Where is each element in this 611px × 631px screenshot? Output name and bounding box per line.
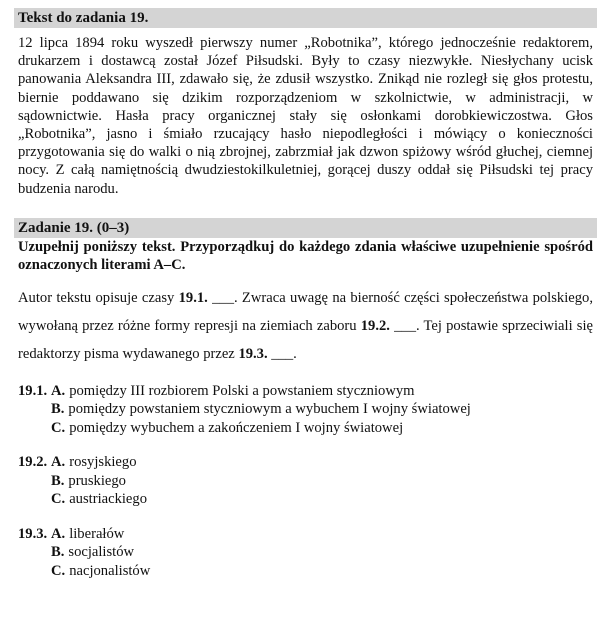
option-letter: B. — [51, 472, 65, 489]
option-text: socjalistów — [68, 544, 135, 561]
task-header: Zadanie 19. (0–3) — [14, 218, 597, 238]
option-letter: C. — [51, 491, 66, 508]
option-19-2-c[interactable] — [18, 490, 593, 509]
option-text: pruskiego — [68, 472, 126, 489]
option-text: nacjonalistów — [69, 562, 151, 579]
option-group-19-1 — [18, 382, 593, 438]
option-letter: B. — [51, 401, 65, 418]
blank-ref-19-1: 19.1. — [178, 289, 208, 306]
blank-ref-19-2: 19.2. — [360, 317, 390, 334]
group-number: 19.1. — [18, 382, 48, 399]
source-text-paragraph: 12 lipca 1894 roku wyszedł pierwszy numer „Robotnika”, którego jednocześnie redaktorem, drukarzem i dostawcą został Józef Piłsudski. Były to czasy niezwykłe. Niesłychany ucisk panowania Aleksandra III, zdawało się, że zdusił wszystko. Znikąd nie rozległ się głos protestu, biernie poddawano się dzikim rozporządzeniom w szkolnictwie, w administracji, w sądownictwie. Hasła pracy organicznej stały się osłonkami dorobkiewiczostwa. Głos „Robotnika”, jasno i śmiało rzucający hasło niepodległości i mówiący o konieczności przygotowania się do walki o nią zbrojnej, zabrzmiał jak dzwon spiżowy wśród głuchej, ciemnej nocy. Z całą namiętnością dwudziestokilkuletniej, gorącej duszy oddał się Piłsudski tej pracy budzenia narodu. — [18, 35, 593, 197]
option-text: pomiędzy powstaniem styczniowym a wybuchem I wojny światowej — [68, 401, 471, 418]
option-letter: A. — [51, 525, 66, 542]
option-text: pomiędzy wybuchem a zakończeniem I wojny światowej — [69, 419, 404, 436]
option-19-2-a[interactable] — [18, 453, 593, 472]
option-19-1-a[interactable] — [18, 382, 593, 401]
fill-text-part-1: Autor tekstu opisuje czasy — [18, 289, 179, 306]
option-text: austriackiego — [69, 491, 148, 508]
fill-in-text — [14, 274, 597, 368]
text-section-header: Tekst do zadania 19. — [14, 8, 597, 28]
blank-19-3[interactable]: ___. — [271, 345, 297, 362]
blank-ref-19-3: 19.3. — [238, 345, 268, 362]
option-19-1-c[interactable] — [18, 419, 593, 438]
option-letter: A. — [51, 454, 66, 471]
option-19-3-c[interactable] — [18, 562, 593, 581]
answer-options — [14, 368, 597, 581]
option-19-1-b[interactable] — [18, 400, 593, 419]
blank-19-2[interactable]: ___. — [394, 317, 420, 334]
option-letter: A. — [51, 382, 66, 399]
group-number: 19.3. — [18, 525, 48, 542]
option-letter: C. — [51, 419, 66, 436]
option-text: liberałów — [69, 525, 125, 542]
option-text: pomiędzy III rozbiorem Polski a powstaniem styczniowym — [69, 382, 415, 399]
option-19-3-a[interactable] — [18, 525, 593, 544]
group-number: 19.2. — [18, 454, 48, 471]
task-instruction: Uzupełnij poniższy tekst. Przyporządkuj do każdego zdania właściwe uzupełnienie spośród oznaczonych literami A–C. — [18, 238, 593, 273]
option-19-2-b[interactable] — [18, 472, 593, 491]
fill-text-part-2: Zwraca uwagę na bierność części społeczeństwa polskiego, wywołaną przez różne formy represji na ziemiach zaboru — [18, 289, 593, 334]
option-letter: C. — [51, 562, 66, 579]
option-text: rosyjskiego — [69, 454, 137, 471]
blank-19-1[interactable]: ___. — [212, 289, 238, 306]
option-19-3-b[interactable] — [18, 543, 593, 562]
option-letter: B. — [51, 544, 65, 561]
option-group-19-3 — [18, 525, 593, 581]
option-group-19-2 — [18, 453, 593, 509]
fill-text-part-3: Tej postawie sprzeciwiali się redaktorzy pisma wydawanego przez — [18, 317, 593, 362]
